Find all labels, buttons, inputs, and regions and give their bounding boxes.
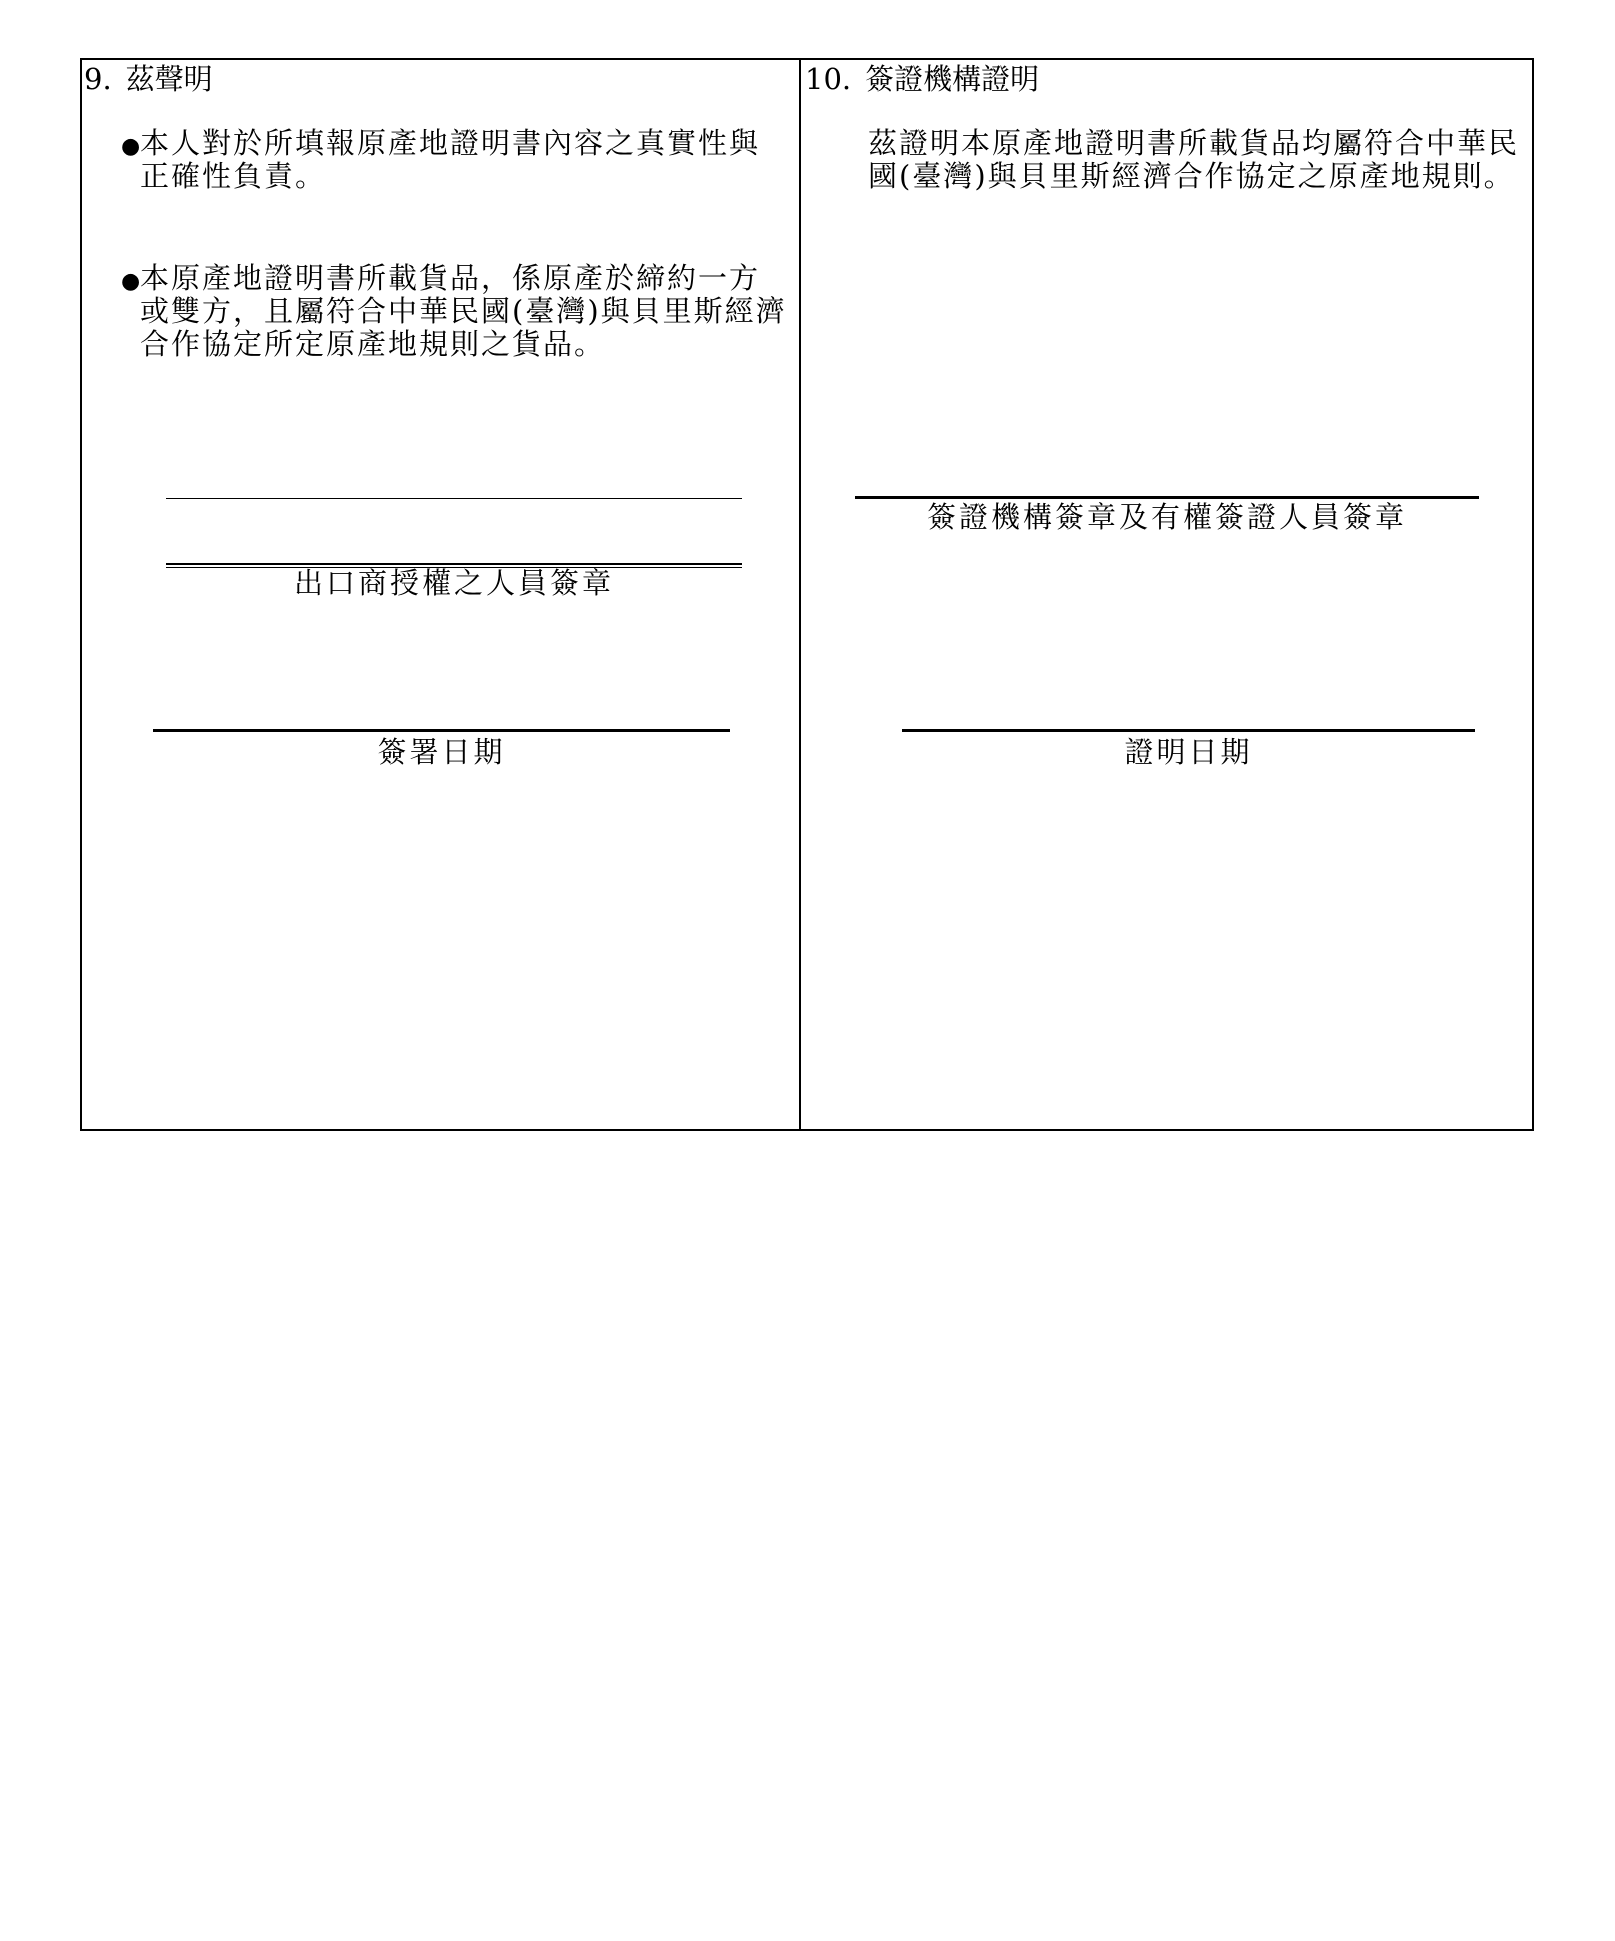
- certification-number: 10.: [805, 62, 852, 96]
- declaration-title: 茲聲明: [125, 62, 213, 96]
- certification-text: 茲證明本原產地證明書所載貨品均屬符合中華民國(臺灣)與貝里斯經濟合作協定之原產地規則。: [868, 126, 1520, 193]
- exporter-signature-caption: 出口商授權之人員簽章: [293, 566, 614, 600]
- certification-date-caption: 證明日期: [1124, 735, 1253, 769]
- exporter-signature-line-upper: [166, 498, 742, 499]
- certification-title: 簽證機構證明: [865, 62, 1040, 96]
- bullet-icon: ●: [121, 134, 141, 159]
- column-divider: [799, 60, 801, 1129]
- declaration-date-line: [153, 729, 730, 732]
- certification-date-line: [902, 729, 1475, 732]
- authority-signature-line: [855, 496, 1479, 499]
- exporter-signature-line: [166, 563, 742, 565]
- declaration-number: 9.: [84, 62, 112, 96]
- certification-heading: [805, 62, 1039, 96]
- declaration-point-2: 本原產地證明書所載貨品，係原產於締約一方或雙方，且屬符合中華民國(臺灣)與貝里斯經濟合作協定所定原產地規則之貨品。: [140, 261, 787, 361]
- declaration-date-caption: 簽署日期: [377, 735, 506, 769]
- declaration-point-1: 本人對於所填報原產地證明書內容之真實性與正確性負責。: [140, 126, 761, 193]
- authority-signature-caption: 簽證機構簽章及有權簽證人員簽章: [926, 500, 1407, 534]
- bullet-icon: ●: [121, 269, 141, 294]
- certificate-form-box: [80, 58, 1534, 1131]
- declaration-heading: [84, 62, 213, 96]
